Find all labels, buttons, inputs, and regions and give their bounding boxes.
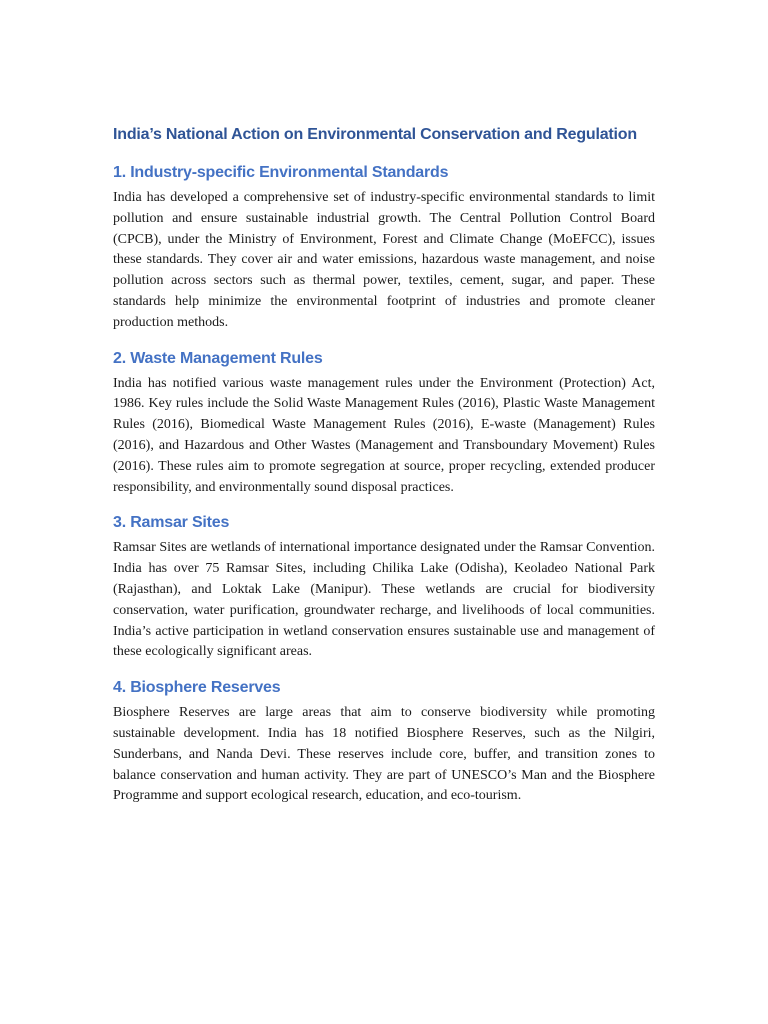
document-page — [113, 124, 655, 821]
section-heading: 2. Waste Management Rules — [113, 349, 323, 367]
section-body: Biosphere Reserves are large areas that aim to conserve biodiversity while promoting sustainable development. India has 18 notified Biosphere Reserves, such as the Nilgiri, Sunderbans, and Nanda Devi. These reserves include core, buffer, and transition zones to balance conservation and human activity. They are part of UNESCO’s Man and the Biosphere Programme and support ecological research, education, and eco-tourism. — [113, 705, 655, 804]
section-ramsar-sites — [113, 512, 655, 663]
document-title: India’s National Action on Environmental Conservation and Regulation — [113, 126, 637, 143]
section-body: India has notified various waste management rules under the Environment (Protection) Act, 1986. Key rules include the Solid Waste Management Rules (2016), Plastic Waste Management Rules (2016), Biomedical Waste Management Rules (2016), E-waste (Management) Rules (2016), and Hazardous and Other Wastes (Management and Transboundary Movement) Rules (2016). These rules aim to promote segregation at source, proper recycling, extended producer responsibility, and environmentally sound disposal practices. — [113, 375, 655, 495]
section-waste-management — [113, 348, 655, 499]
section-biosphere-reserves — [113, 677, 655, 807]
section-heading: 1. Industry-specific Environmental Standards — [113, 164, 449, 181]
section-heading: 4. Biosphere Reserves — [113, 679, 281, 697]
section-body: Ramsar Sites are wetlands of international importance designated under the Ramsar Convention. India has over 75 Ramsar Sites, including Chilika Lake (Odisha), Keoladeo National Park (Rajasthan), and Loktak Lake (Manipur). These wetlands are crucial for biodiversity conservation, water purification, groundwater recharge, and livelihoods of local communities. India’s active participation in wetland conservation ensures sustainable use and management of these ecologically significant areas. — [113, 540, 655, 660]
section-industry-standards — [113, 162, 655, 334]
section-body: India has developed a comprehensive set of industry-specific environmental standards to limit pollution and ensure sustainable industrial growth. The Central Pollution Control Board (CPCB), under the Ministry of Environment, Forest and Climate Change (MoEFCC), issues these standards. They cover air and water emissions, hazardous waste management, and noise pollution across sectors such as thermal power, textiles, cement, sugar, and paper. These standards help minimize the environmental footprint of industries and promote cleaner production methods. — [113, 190, 655, 330]
section-heading: 3. Ramsar Sites — [113, 514, 230, 532]
